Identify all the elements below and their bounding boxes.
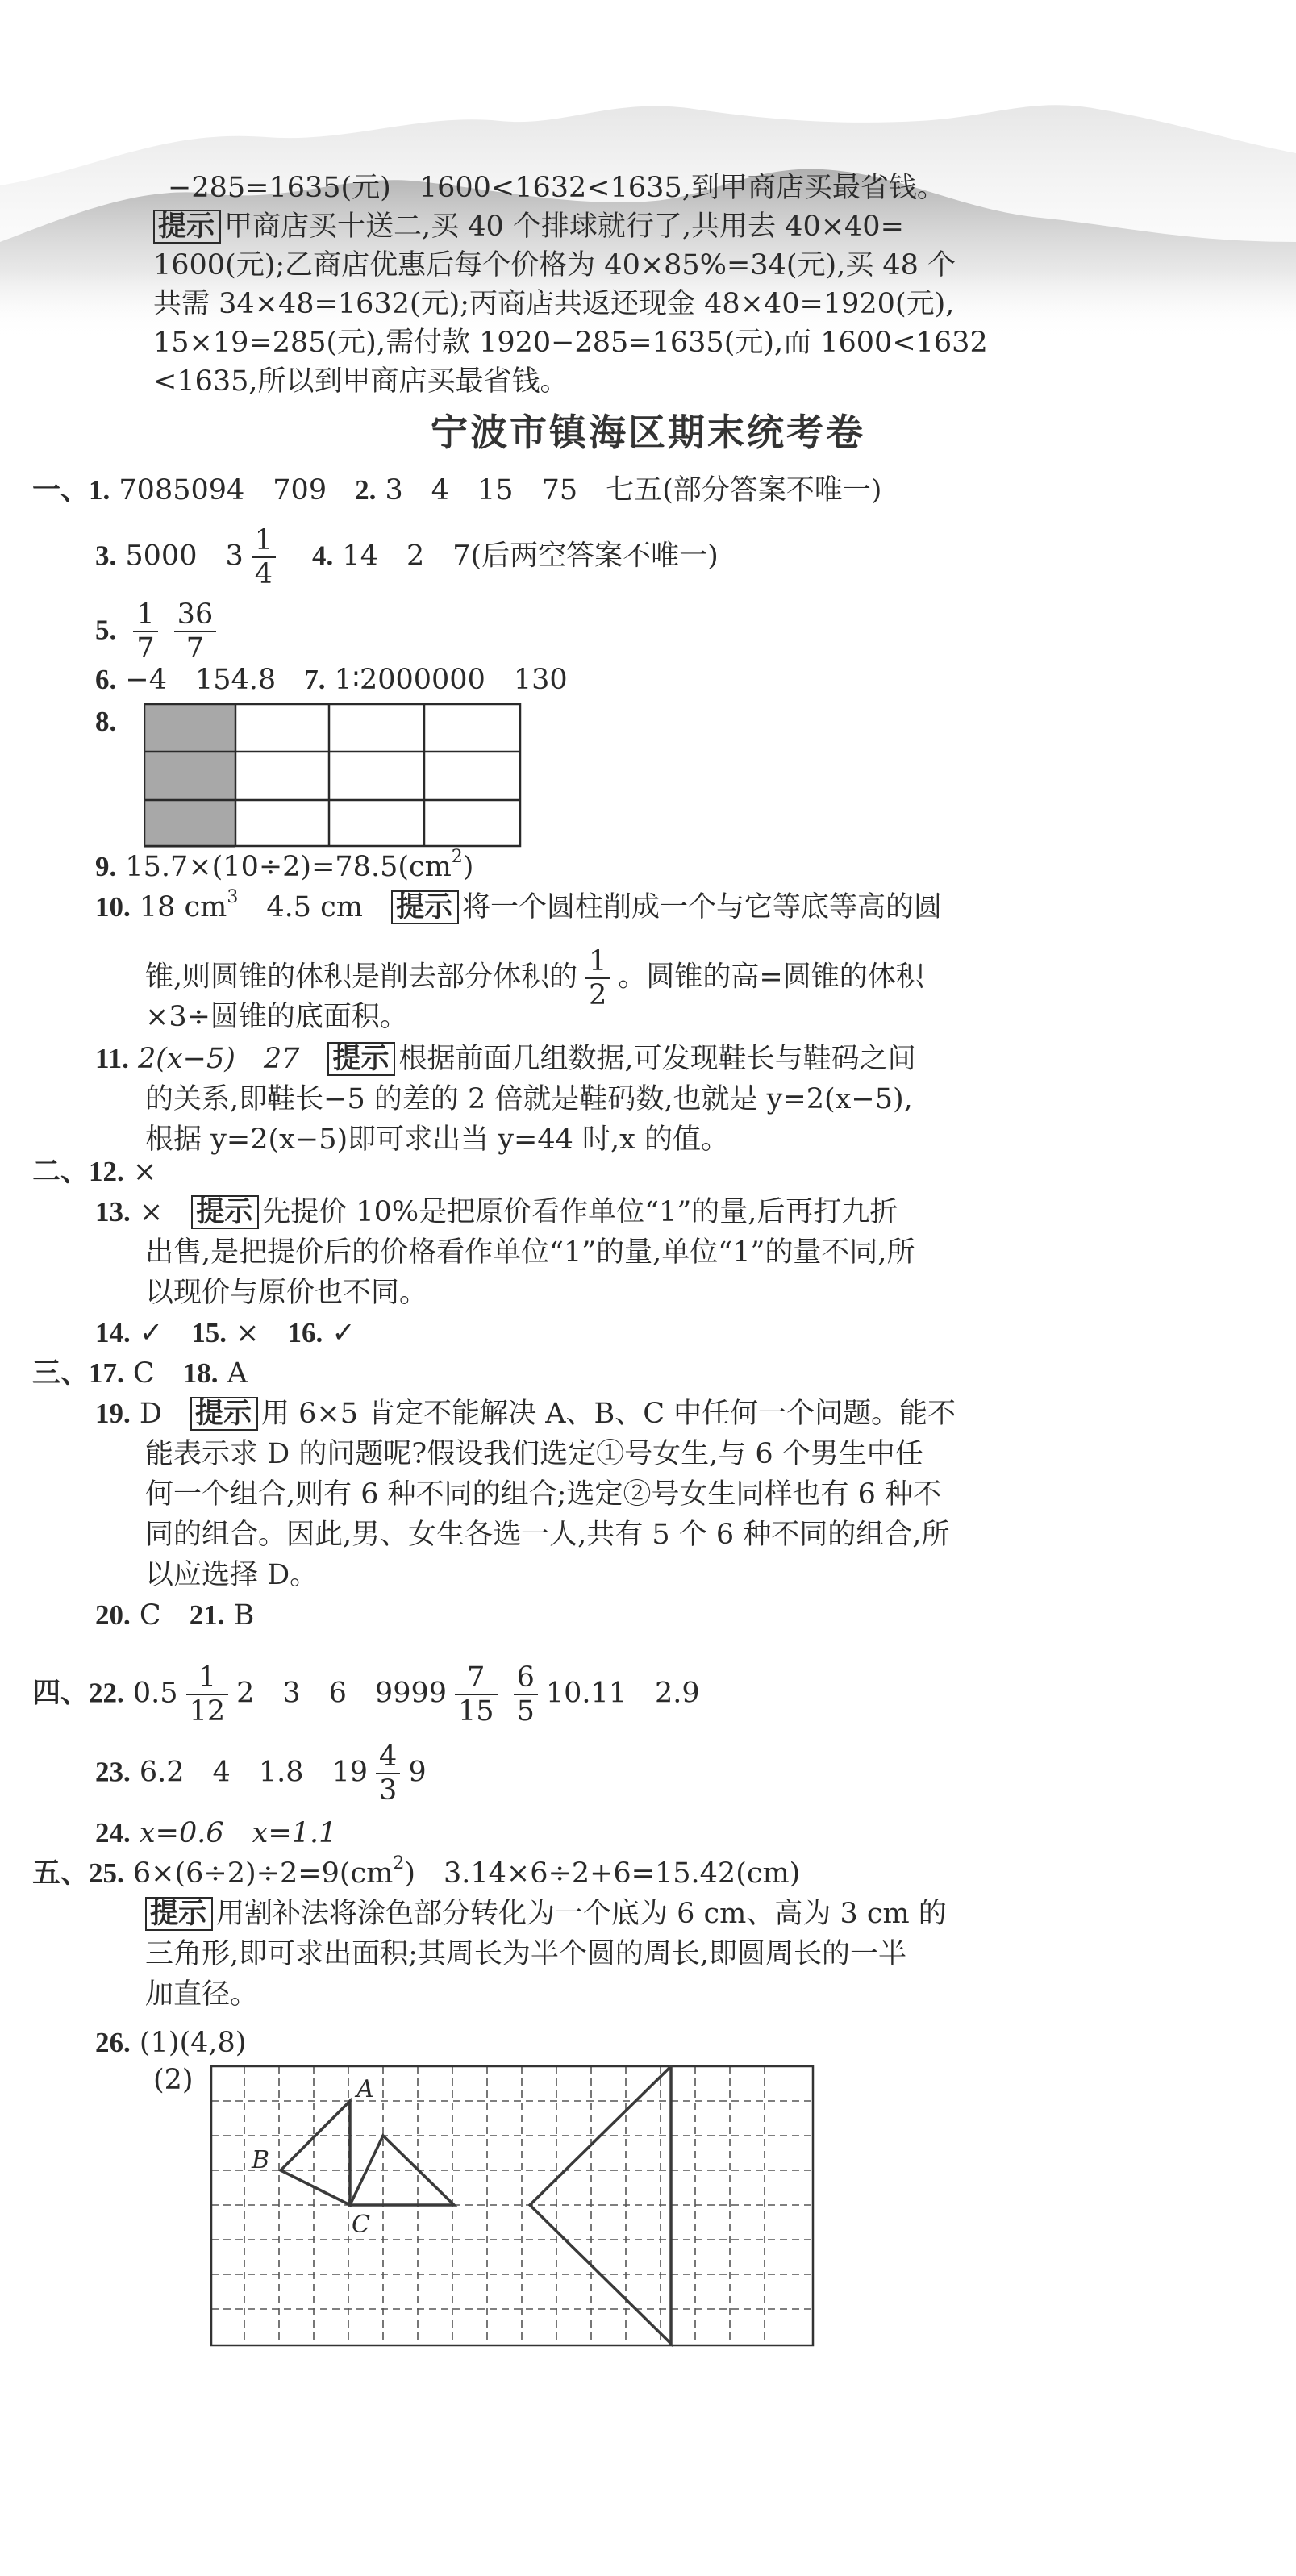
- fraction: $\frac{4}{3}$: [376, 1740, 400, 1807]
- answer-row-5: 5. $\frac{1}{7}$ $\frac{36}{7}$: [95, 598, 224, 665]
- answer-row-24: 24. x=0.6 x=1.1: [95, 1817, 337, 1849]
- prev-answer-line-4: 共需 34×48=1632(元);丙商店共返还现金 48×40=1920(元),: [153, 288, 955, 320]
- triangle-translated: [350, 2136, 454, 2205]
- answer-row-19: 19. D 提示 用 6×5 肯定不能解决 A、B、C 中任何一个问题。能不: [95, 1397, 956, 1430]
- answer-row-3-4: 3. 5000 3 $\frac{1}{4}$ 4. 14 2 7(后两空答案不唯一): [95, 524, 719, 590]
- prev-answer-tip-line: 提示 甲商店买十送二,买 40 个排球就行了,共用去 40×40=: [153, 208, 904, 245]
- fraction: $\frac{1}{7}$: [133, 598, 157, 665]
- answer-row-23: 23. 6.2 4 1.8 19 $\frac{4}{3}$ 9: [95, 1740, 427, 1807]
- answer-row-11: 11. 2(x−5) 27 提示 根据前面几组数据,可发现鞋长与鞋码之间: [95, 1042, 916, 1075]
- prev-answer-line-1: −285=1635(元) 1600<1632<1635,到甲商店买最省钱。: [168, 172, 945, 204]
- shaded-column: [144, 703, 235, 848]
- triangle-abc: [281, 2101, 350, 2205]
- answer-row-9: 9. $15.7\times(10\div 2)=78.5(cm^2)$: [95, 847, 474, 883]
- answer-row-6-7: 6. −4 154.8 7. 1∶2000000 130: [95, 664, 568, 696]
- answer-row-19-line-2: 能表示求 D 的问题呢?假设我们选定①号女生,与 6 个男生中任: [145, 1438, 923, 1470]
- answer-row-25-line-2: 提示 用割补法将涂色部分转化为一个底为 6 cm、高为 3 cm 的: [145, 1895, 947, 1932]
- answer-row-13: 13. × 提示 先提价 10%是把原价看作单位“1”的量,后再打九折: [95, 1195, 898, 1228]
- prev-answer-line-3: 1600(元);乙商店优惠后每个价格为 40×85%=34(元),买 48 个: [153, 249, 956, 281]
- answer-row-25-line-3: 三角形,即可求出面积;其周长为半个圆的周长,即圆周长的一半: [145, 1938, 907, 1970]
- dashed-grid-lines: [211, 2066, 813, 2345]
- point-label-c: C: [352, 2211, 370, 2239]
- prev-answer-line-6: <1635,所以到甲商店买最省钱。: [153, 365, 569, 398]
- grid-shading-figure: [144, 703, 524, 848]
- answer-row-26: 26. (1)(4,8): [95, 2027, 247, 2059]
- answer-row-12: 二、12. ×: [32, 1156, 157, 1188]
- answer-row-1-2: 一、1. 7085094 709 2. 3 4 15 75 七五(部分答案不唯一): [32, 474, 882, 506]
- answer-row-10-line-2: 锥,则圆锥的体积是削去部分体积的 $\frac{1}{2}$ 。圆锥的高=圆锥的体积: [145, 945, 924, 1011]
- exam-title: 宁波市镇海区期末统考卷: [431, 411, 865, 454]
- point-label-a: A: [356, 2075, 374, 2103]
- answer-row-19-line-4: 同的组合。因此,男、女生各选一人,共有 5 个 6 种不同的组合,所: [145, 1519, 950, 1551]
- fraction: $\frac{1}{4}$: [252, 524, 276, 590]
- answer-row-25-line-4: 加直径。: [145, 1978, 259, 2011]
- tip-label: 提示: [153, 210, 221, 244]
- answer-row-11-line-2: 的关系,即鞋长−5 的差的 2 倍就是鞋码数,也就是 y=2(x−5),: [145, 1083, 913, 1115]
- answer-row-13-line-2: 出售,是把提价后的价格看作单位“1”的量,单位“1”的量不同,所: [145, 1236, 915, 1269]
- prev-answer-line-5: 15×19=285(元),需付款 1920−285=1635(元),而 1600<1632: [153, 327, 988, 359]
- fraction: $\frac{6}{5}$: [514, 1661, 538, 1728]
- answer-row-14-16: 14. ✓ 15. × 16. ✓: [95, 1317, 356, 1349]
- answer-row-13-line-3: 以现价与原价也不同。: [145, 1277, 428, 1309]
- answer-label-8: 8.: [95, 706, 117, 737]
- fraction: $\frac{36}{7}$: [174, 598, 217, 665]
- fraction: $\frac{1}{12}$: [186, 1661, 229, 1728]
- point-label-b: B: [252, 2146, 270, 2174]
- answer-row-10: 10. 18 $cm^3$ 4.5 cm 提示 将一个圆柱削成一个与它等底等高的圆: [95, 887, 942, 923]
- answer-row-19-line-5: 以应选择 D。: [145, 1559, 319, 1591]
- triangle-grid-figure: [210, 2065, 818, 2355]
- answer-row-17-18: 三、17. C 18. A: [32, 1357, 248, 1390]
- answer-row-25: 五、25. $6\times(6\div 2)\div 2=9(cm^2)$ 3.14×6÷2+6=15.42(cm): [32, 1853, 801, 1890]
- answer-row-20-21: 20. C 21. B: [95, 1599, 255, 1632]
- answer-row-26-part-2: (2): [153, 2064, 194, 2096]
- fraction: $\frac{1}{2}$: [585, 945, 610, 1011]
- grid-border: [211, 2066, 813, 2345]
- answer-row-10-line-3: ×3÷圆锥的底面积。: [145, 1001, 408, 1033]
- answer-row-11-line-3: 根据 y=2(x−5)即可求出当 y=44 时,x 的值。: [145, 1123, 730, 1156]
- answer-row-22: 四、22. 0.5 $\frac{1}{12}$ 2 3 6 9999 $\frac{7}{15}$ $\frac{6}{5}$ 10.11 2.9: [32, 1661, 700, 1728]
- fraction: $\frac{7}{15}$: [455, 1661, 498, 1728]
- answer-row-19-line-3: 何一个组合,则有 6 种不同的组合;选定②号女生同样也有 6 种不: [145, 1478, 941, 1511]
